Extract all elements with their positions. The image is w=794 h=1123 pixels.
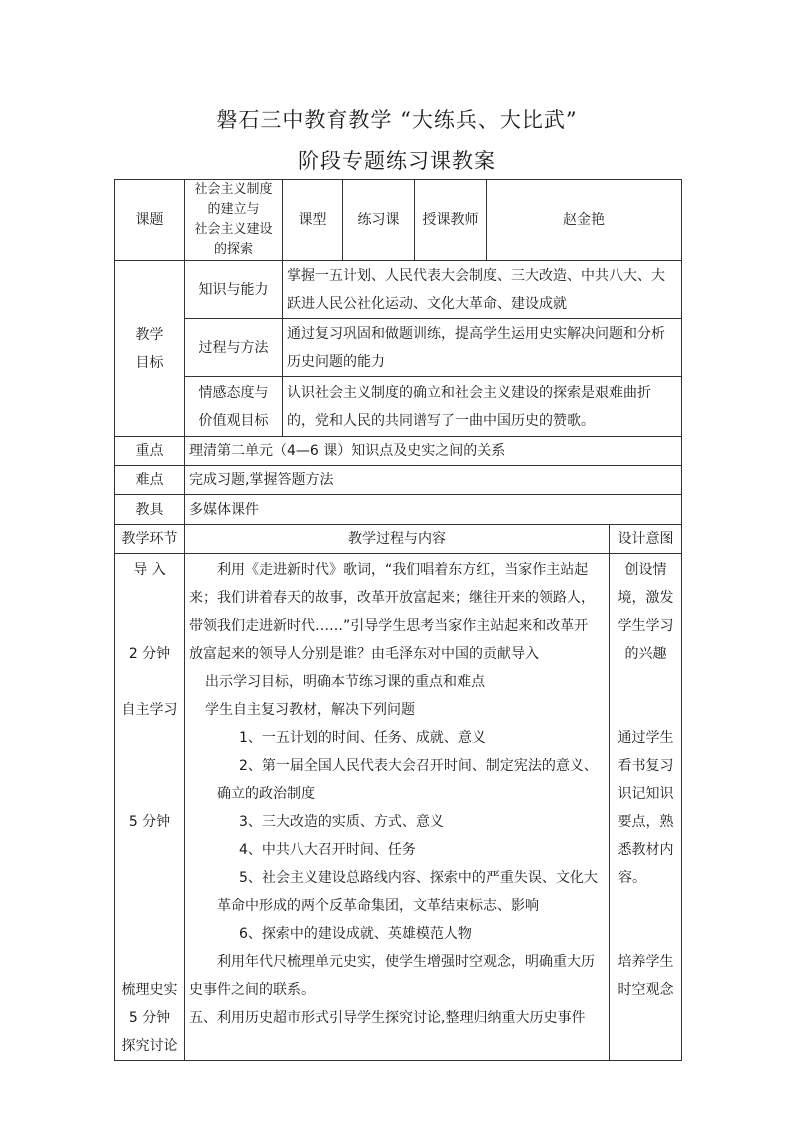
topic-value [185, 180, 283, 261]
stage-timeline-time: 5 分钟 [128, 1010, 171, 1026]
goal-text-knowledge [283, 261, 682, 319]
goal-label-process [185, 319, 283, 377]
intro-intent-line: 境，激发 [617, 590, 674, 606]
self-study-item: 革命中形成的两个反革命集团，文革结束标志、影响 [217, 898, 539, 914]
tools-value: 多媒体课件 [185, 495, 682, 525]
timeline-line: 史事件之间的联系。 [189, 982, 315, 998]
document-title: 磐石三中教育教学 “大练兵、大比武” [216, 108, 578, 132]
process-intent-column [610, 554, 682, 1061]
goal-row-attitude [115, 377, 682, 437]
tools-label: 教具 [115, 495, 185, 525]
self-study-item: 6、探索中的建设成就、英雄模范人物 [239, 926, 472, 942]
goal-text-process-line1: 通过复习巩固和做题训练，提高学生运用史实解决问题和分析 [287, 325, 665, 342]
topic-label: 课题 [115, 180, 185, 261]
key-point-value: 理清第二单元（4—6 课）知识点及史实之间的关系 [185, 437, 682, 466]
process-header-row [115, 525, 682, 554]
topic-value-line1: 社会主义制度的建立与 [194, 182, 273, 217]
self-study-intent-line: 要点，熟 [617, 814, 674, 830]
goal-label-attitude-line1: 情感态度与 [198, 384, 269, 401]
content-stack [189, 556, 605, 1032]
goal-label-attitude [185, 377, 283, 437]
self-study-intent-line: 通过学生 [617, 730, 674, 746]
goal-text-attitude-line1: 认识社会主义制度的确立和社会主义建设的探索是艰难曲折 [287, 384, 651, 401]
self-study-item: 确立的政治制度 [217, 786, 315, 802]
intro-line: 放富起来的领导人分别是谁？由毛泽东对中国的贡献导入 [189, 646, 539, 662]
difficulty-row [115, 466, 682, 495]
self-study-item: 4、中共八大召开时间、任务 [239, 842, 416, 858]
self-study-item: 1、一五计划的时间、任务、成就、意义 [239, 730, 486, 746]
goal-text-process-line2: 历史问题的能力 [287, 353, 385, 370]
self-study-item: 5、社会主义建设总路线内容、探索中的严重失误、文化大 [239, 870, 598, 886]
timeline-line: 利用年代尺梳理单元史实，使学生增强时空观念，明确重大历 [217, 954, 595, 970]
process-content-column [185, 554, 610, 1061]
process-intent-header: 设计意图 [610, 525, 682, 554]
process-body-row [115, 554, 682, 1061]
goal-text-attitude-line2: 的，党和人民的共同谱写了一曲中国历史的赞歌。 [287, 412, 595, 429]
document-subtitle: 阶段专题练习课教案 [298, 149, 496, 173]
stage-self-study: 自主学习 [121, 702, 178, 718]
teacher-label: 授课教师 [415, 180, 487, 261]
topic-row [115, 180, 682, 261]
intro-intent-line: 学生学习 [617, 618, 674, 634]
self-study-intent-line: 悉教材内 [617, 842, 674, 858]
topic-value-line2: 社会主义建设的探索 [194, 222, 273, 257]
self-study-intent-line: 容。 [618, 870, 646, 886]
stage-intro-time: 2 分钟 [128, 646, 171, 662]
type-label: 课型 [283, 180, 343, 261]
self-study-item: 3、三大改造的实质、方式、意义 [239, 814, 444, 830]
self-study-intent-line: 识记知识 [617, 786, 674, 802]
goal-label-knowledge-line1: 知识与能力 [198, 281, 269, 298]
self-study-pre-line: 学生自主复习教材，解决下列问题 [205, 702, 415, 718]
goals-label-line2: 目标 [135, 354, 164, 371]
teacher-value: 赵金艳 [487, 180, 682, 261]
self-study-intent-line: 看书复习 [617, 758, 674, 774]
goal-label-knowledge [185, 261, 283, 319]
stage-intro: 导 入 [133, 562, 166, 578]
self-study-item: 2、第一届全国人民代表大会召开时间、制定宪法的意义、 [239, 758, 598, 774]
type-value: 练习课 [343, 180, 415, 261]
lesson-plan-table [114, 179, 682, 1061]
stage-stack [119, 556, 180, 1060]
key-point-row [115, 437, 682, 466]
goal-text-process [283, 319, 682, 377]
intro-intent-line: 创设情 [624, 562, 667, 578]
inquiry-line: 五、利用历史超市形式引导学生探究讨论,整理归纳重大历史事件 [189, 1010, 586, 1026]
intro-line: 利用《走进新时代》歌词，“我们唱着东方红，当家作主站起 [217, 562, 589, 578]
stage-timeline: 梳理史实 [121, 982, 178, 998]
goal-text-knowledge-line2: 跃进人民公社化运动、文化大革命、建设成就 [287, 295, 567, 312]
intro-line: 带领我们走进新时代……”引导学生思考当家作主站起来和改革开 [189, 618, 589, 634]
process-stage-header: 教学环节 [115, 525, 185, 554]
intro-line: 来；我们讲着春天的故事，改革开放富起来；继往开来的领路人， [189, 590, 595, 606]
key-point-label: 重点 [115, 437, 185, 466]
tools-row [115, 495, 682, 525]
process-content-header: 教学过程与内容 [185, 525, 610, 554]
goal-row-process [115, 319, 682, 377]
goal-row-knowledge [115, 261, 682, 319]
timeline-intent-line: 时空观念 [617, 982, 674, 998]
goal-label-attitude-line2: 价值观目标 [198, 412, 269, 429]
goal-text-knowledge-line1: 掌握一五计划、人民代表大会制度、三大改造、中共八大、大 [287, 267, 665, 284]
goals-label [115, 261, 185, 437]
goal-text-attitude [283, 377, 682, 437]
stage-inquiry: 探究讨论 [121, 1038, 178, 1054]
stage-self-study-time: 5 分钟 [128, 814, 171, 830]
timeline-intent-line: 培养学生 [617, 954, 674, 970]
goals-label-line1: 教学 [135, 326, 164, 343]
goal-label-process-line1: 过程与方法 [198, 339, 269, 356]
self-study-pre-line: 出示学习目标，明确本节练习课的重点和难点 [205, 674, 485, 690]
process-stage-column [115, 554, 185, 1061]
difficulty-value: 完成习题,掌握答题方法 [185, 466, 682, 495]
intro-intent-line: 的兴趣 [624, 646, 667, 662]
difficulty-label: 难点 [115, 466, 185, 495]
intent-stack [614, 556, 677, 1032]
